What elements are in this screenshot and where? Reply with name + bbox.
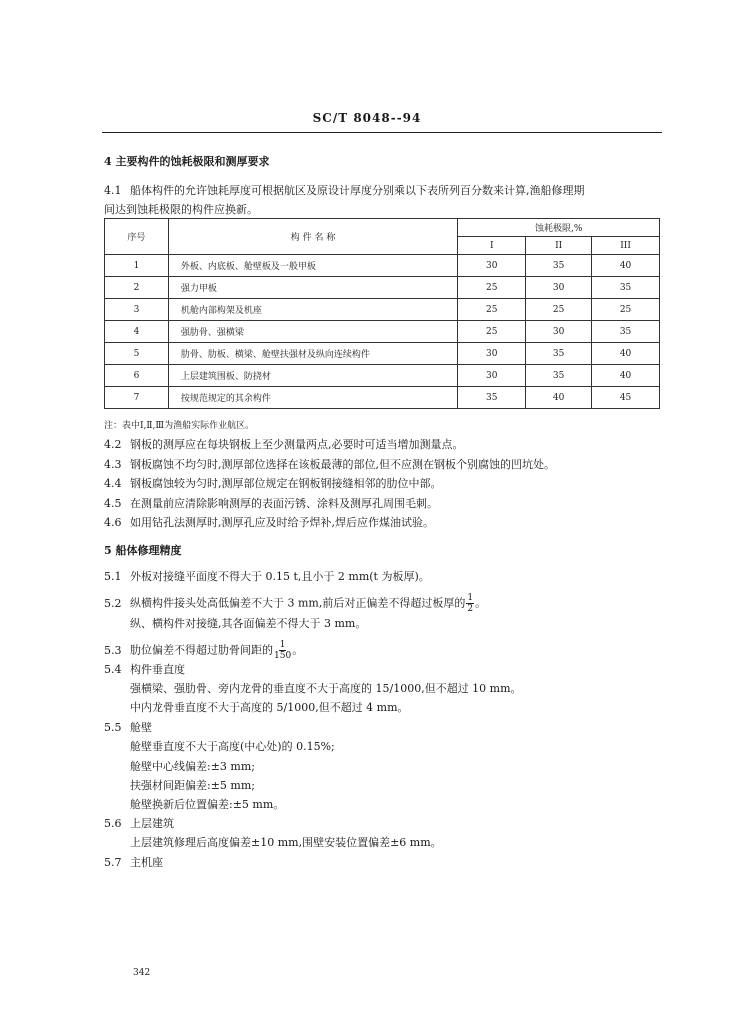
fraction-denominator: 2 <box>467 604 474 614</box>
col-header-limit: 蚀耗极限,% <box>458 219 660 237</box>
limit-zone-3: 35 <box>592 277 660 299</box>
limit-zone-1: 25 <box>458 321 526 343</box>
para-5-4 <box>104 663 185 677</box>
table-row <box>105 277 660 299</box>
para-4-1-line1 <box>104 184 585 198</box>
para-5-7-number: 5.7 <box>104 856 122 869</box>
para-5-2 <box>104 593 486 614</box>
row-number: 3 <box>105 299 169 321</box>
limit-zone-1: 30 <box>458 365 526 387</box>
row-number: 5 <box>105 343 169 365</box>
row-number: 7 <box>105 387 169 409</box>
para-4-4 <box>104 477 442 491</box>
limit-zone-2: 35 <box>526 255 592 277</box>
para-5-4-a: 强横梁、强肋骨、旁内龙骨的垂直度不大于高度的 15/1000,但不超过 10 mm。 <box>130 682 522 695</box>
para-4-6-number: 4.6 <box>104 516 122 529</box>
standard-code-header: SC/T 8048--94 <box>312 111 422 125</box>
para-5-5 <box>104 721 152 735</box>
para-4-3-text: 钢板腐蚀不均匀时,测厚部位选择在该板最薄的部位,但不应测在钢板个别腐蚀的凹坑处。 <box>130 458 555 471</box>
para-4-1-line2: 间达到蚀耗极限的构件应换新。 <box>104 203 258 216</box>
limit-zone-2: 30 <box>526 321 592 343</box>
para-5-4-b: 中内龙骨垂直度不大于高度的 5/1000,但不超过 4 mm。 <box>130 701 409 714</box>
para-5-1-text: 外板对接缝平面度不得大于 0.15 t,且小于 2 mm(t 为板厚)。 <box>130 570 430 583</box>
para-5-5-d: 舱壁换新后位置偏差:±5 mm。 <box>130 798 285 811</box>
fraction-1-150 <box>274 640 291 661</box>
section-4-title: 4 主要构件的蚀耗极限和测厚要求 <box>104 155 270 168</box>
table-row <box>105 299 660 321</box>
component-name: 按规范规定的其余构件 <box>168 387 457 409</box>
limit-zone-2: 25 <box>526 299 592 321</box>
para-5-4-number: 5.4 <box>104 663 122 676</box>
para-5-5-c: 扶强材间距偏差:±5 mm; <box>130 779 255 792</box>
page-number: 342 <box>133 968 151 978</box>
fraction-denominator: 150 <box>274 651 292 661</box>
para-5-2-b: 纵、横构件对接缝,其各面偏差不得大于 3 mm。 <box>130 617 367 630</box>
para-4-4-number: 4.4 <box>104 477 122 490</box>
corrosion-limit-table <box>104 218 660 409</box>
para-4-6 <box>104 516 434 530</box>
para-4-5-text: 在测量前应清除影响测厚的表面污锈、涂料及测厚孔周围毛刺。 <box>130 497 438 510</box>
table-row <box>105 321 660 343</box>
header-rule <box>102 132 662 133</box>
limit-zone-3: 40 <box>592 255 660 277</box>
component-name: 机舱内部构架及机座 <box>168 299 457 321</box>
table-note: 注：表中Ⅰ,Ⅱ,Ⅲ为渔船实际作业航区。 <box>104 421 255 431</box>
para-4-3 <box>104 458 555 472</box>
col-header-zone-1: I <box>458 237 526 255</box>
para-5-6-number: 5.6 <box>104 817 122 830</box>
para-5-3-end: 。 <box>292 643 304 657</box>
para-5-6-a: 上层建筑修理后高度偏差±10 mm,围壁安装位置偏差±6 mm。 <box>130 836 442 849</box>
para-5-5-a: 舱壁垂直度不大于高度(中心处)的 0.15%; <box>130 740 335 753</box>
para-5-7 <box>104 856 163 870</box>
para-5-1-number: 5.1 <box>104 570 122 583</box>
para-5-3 <box>104 640 303 661</box>
component-name: 强力甲板 <box>168 277 457 299</box>
limit-zone-3: 40 <box>592 365 660 387</box>
para-4-5 <box>104 497 438 511</box>
para-5-2-number: 5.2 <box>104 596 122 610</box>
table-row <box>105 343 660 365</box>
para-5-5-title: 舱壁 <box>130 721 152 734</box>
para-4-4-text: 钢板腐蚀较为匀时,测厚部位规定在钢板钢接缝相邻的肋位中部。 <box>130 477 442 490</box>
para-4-2-number: 4.2 <box>104 438 122 451</box>
component-name: 强肋骨、强横梁 <box>168 321 457 343</box>
component-name: 外板、内底板、舱壁板及一般甲板 <box>168 255 457 277</box>
limit-zone-3: 45 <box>592 387 660 409</box>
limit-zone-2: 30 <box>526 277 592 299</box>
para-4-2-text: 钢板的测厚应在每块钢板上至少测量两点,必要时可适当增加测量点。 <box>130 438 464 451</box>
limit-zone-3: 25 <box>592 299 660 321</box>
limit-zone-1: 25 <box>458 277 526 299</box>
para-5-1 <box>104 570 430 584</box>
para-4-5-number: 4.5 <box>104 497 122 510</box>
limit-zone-1: 25 <box>458 299 526 321</box>
limit-zone-1: 30 <box>458 255 526 277</box>
limit-zone-1: 35 <box>458 387 526 409</box>
para-5-4-title: 构件垂直度 <box>130 663 185 676</box>
component-name: 肋骨、肋板、横梁、舱壁扶强材及纵向连续构件 <box>168 343 457 365</box>
col-header-name: 构 件 名 称 <box>168 219 457 255</box>
para-4-6-text: 如用钻孔法测厚时,测厚孔应及时给予焊补,焊后应作煤油试验。 <box>130 516 434 529</box>
col-header-no: 序号 <box>105 219 169 255</box>
limit-zone-1: 30 <box>458 343 526 365</box>
limit-zone-2: 35 <box>526 365 592 387</box>
row-number: 1 <box>105 255 169 277</box>
table-row <box>105 387 660 409</box>
section-5-title: 5 船体修理精度 <box>104 544 182 557</box>
para-5-6-title: 上层建筑 <box>130 817 174 830</box>
table-row <box>105 255 660 277</box>
component-name: 上层建筑围板、防挠材 <box>168 365 457 387</box>
para-5-3-text: 肋位偏差不得超过肋骨间距的 <box>130 643 273 657</box>
para-5-5-b: 舱壁中心线偏差:±3 mm; <box>130 760 255 773</box>
col-header-zone-3: III <box>592 237 660 255</box>
fraction-numerator: 1 <box>467 593 474 603</box>
para-5-3-number: 5.3 <box>104 643 122 657</box>
para-5-5-number: 5.5 <box>104 721 122 734</box>
para-5-7-title: 主机座 <box>130 856 163 869</box>
table-row <box>105 365 660 387</box>
limit-zone-3: 40 <box>592 343 660 365</box>
para-5-2-end: 。 <box>475 596 487 610</box>
para-4-1-number: 4.1 <box>104 184 122 197</box>
para-4-1-text1: 船体构件的允许蚀耗厚度可根据航区及原设计厚度分别乘以下表所列百分数来计算,渔船修理期 <box>130 184 585 197</box>
limit-zone-2: 40 <box>526 387 592 409</box>
limit-zone-3: 35 <box>592 321 660 343</box>
limit-zone-2: 35 <box>526 343 592 365</box>
row-number: 6 <box>105 365 169 387</box>
col-header-zone-2: II <box>526 237 592 255</box>
fraction-numerator: 1 <box>279 640 286 650</box>
para-4-3-number: 4.3 <box>104 458 122 471</box>
para-5-2-text: 纵横构件接头处高低偏差不大于 3 mm,前后对正偏差不得超过板厚的 <box>130 596 466 610</box>
fraction-half <box>466 593 474 614</box>
row-number: 2 <box>105 277 169 299</box>
para-5-6 <box>104 817 174 831</box>
para-4-2 <box>104 438 464 452</box>
row-number: 4 <box>105 321 169 343</box>
